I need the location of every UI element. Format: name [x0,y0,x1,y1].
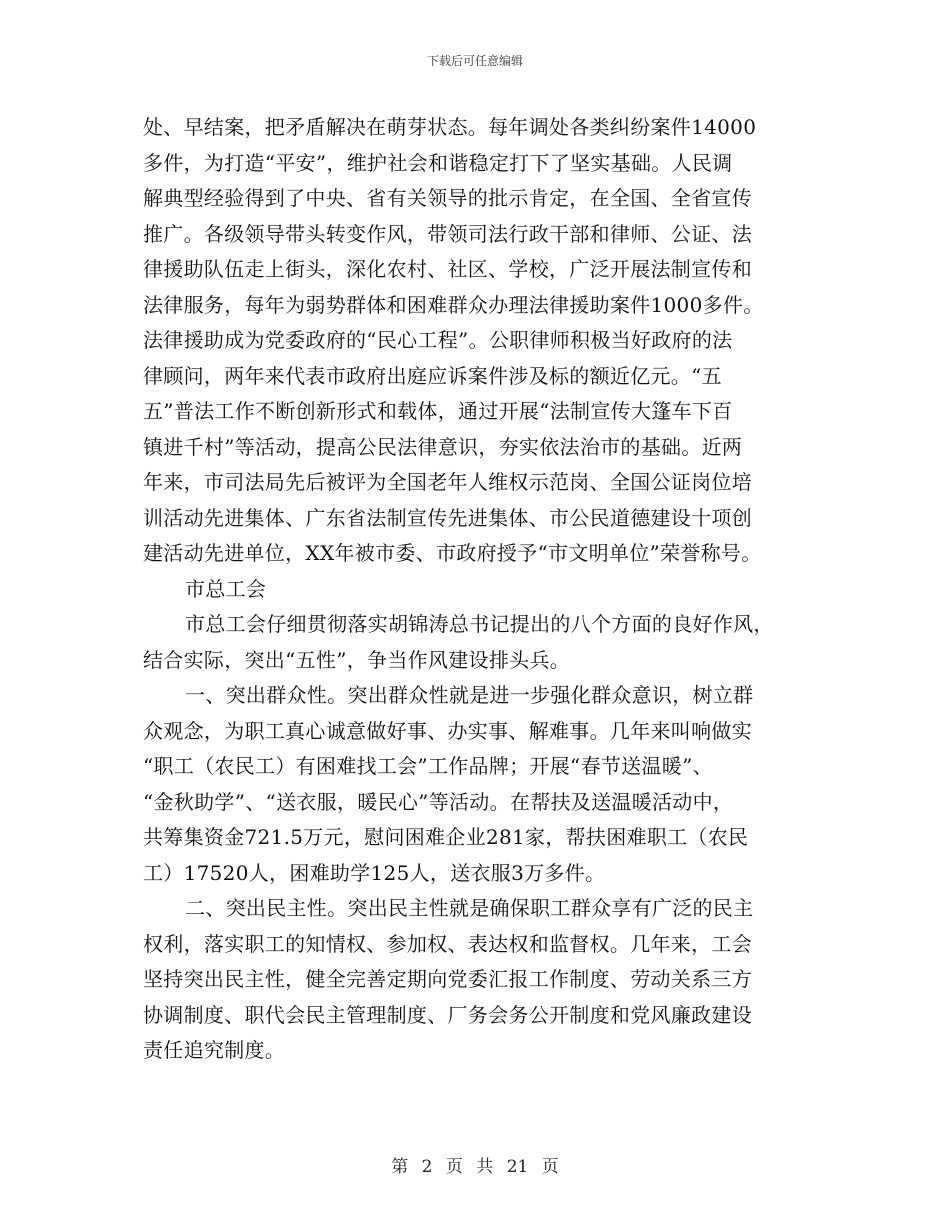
text-line: 坚持突出民主性，健全完善定期向党委汇报工作制度、劳动关系三方 [143,967,752,991]
text-line: 训活动先进集体、广东省法制宣传先进集体、市公民道德建设十项创 [143,505,752,530]
page-footer [0,1152,950,1177]
text-line: 众观念，为职工真心诚意做好事、办实事、解难事。几年来叫响做实 [143,718,752,743]
text-line: 五”普法工作不断创新形式和载体，通过开展“法制宣传大篷车下百 [143,399,733,423]
text-line: “职工（农民工）有困难找工会”工作品牌；开展“春节送温暖”、 [143,754,713,778]
text-line: “金秋助学”、“送衣服，暖民心”等活动。在帮扶及送温暖活动中， [143,789,734,814]
total-pages: 21 [506,1157,529,1177]
text-line: 共筹集资金721.5万元，慰问困难企业281家，帮扶困难职工（农民 [143,825,749,849]
page-number: 2 [421,1157,433,1177]
text-line: 律顾问，两年来代表市政府出庭应诉案件涉及标的额近亿元。“五 [143,363,722,388]
text-line: 律援助队伍走上街头，深化农村、社区、学校，广泛开展法制宣传和 [143,257,752,281]
text-line: 处、早结案，把矛盾解决在萌芽状态。每年调处各类纠纷案件14000 [143,115,757,139]
text-line: 多件，为打造“平安”，维护社会和谐稳定打下了坚实基础。人民调 [143,150,733,175]
text-line: 市总工会仔细贯彻落实胡锦涛总书记提出的八个方面的良好作风， [185,612,774,636]
footer-label-ye-2: 页 [541,1157,559,1177]
text-line: 协调制度、职代会民主管理制度、厂务会务公开制度和党风廉政建设 [143,1002,752,1027]
text-line: 结合实际，突出“五性”，争当作风建设排头兵。 [143,647,571,672]
text-line: 法律服务，每年为弱势群体和困难群众办理法律援助案件1000多件。 [143,292,764,317]
text-line: 工）17520人，困难助学125人，送衣服3万多件。 [143,860,606,885]
text-line: 建活动先进单位，XX年被市委、市政府授予“市文明单位”荣誉称号。 [143,541,762,565]
page-header: 下载后可任意编辑 [426,54,523,68]
footer-label-di: 第 [391,1157,409,1177]
text-line: 解典型经验得到了中央、省有关领导的批示肯定，在全国、全省宣传 [143,186,752,210]
document-body [143,110,807,1069]
text-line: 权利，落实职工的知情权、参加权、表达权和监督权。几年来，工会 [143,931,752,956]
text-line: 镇进千村”等活动，提高公民法律意识，夯实依法治市的基础。近两 [143,434,743,459]
footer-label-ye: 页 [445,1157,463,1177]
text-line: 一、突出群众性。突出群众性就是进一步强化群众意识，树立群 [185,683,754,707]
text-line: 责任追究制度。 [143,1038,286,1062]
text-line: 二、突出民主性。突出民主性就是确保职工群众享有广泛的民主 [185,896,754,920]
text-line: 法律援助成为党委政府的“民心工程”。公职律师积极当好政府的法 [143,328,733,352]
text-line: 年来，市司法局先后被评为全国老年人维权示范岗、全国公证岗位培 [143,470,752,494]
section-heading: 市总工会 [185,576,267,601]
text-line: 推广。各级领导带头转变作风，带领司法行政干部和律师、公证、法 [143,221,752,246]
footer-label-gong: 共 [476,1157,494,1177]
